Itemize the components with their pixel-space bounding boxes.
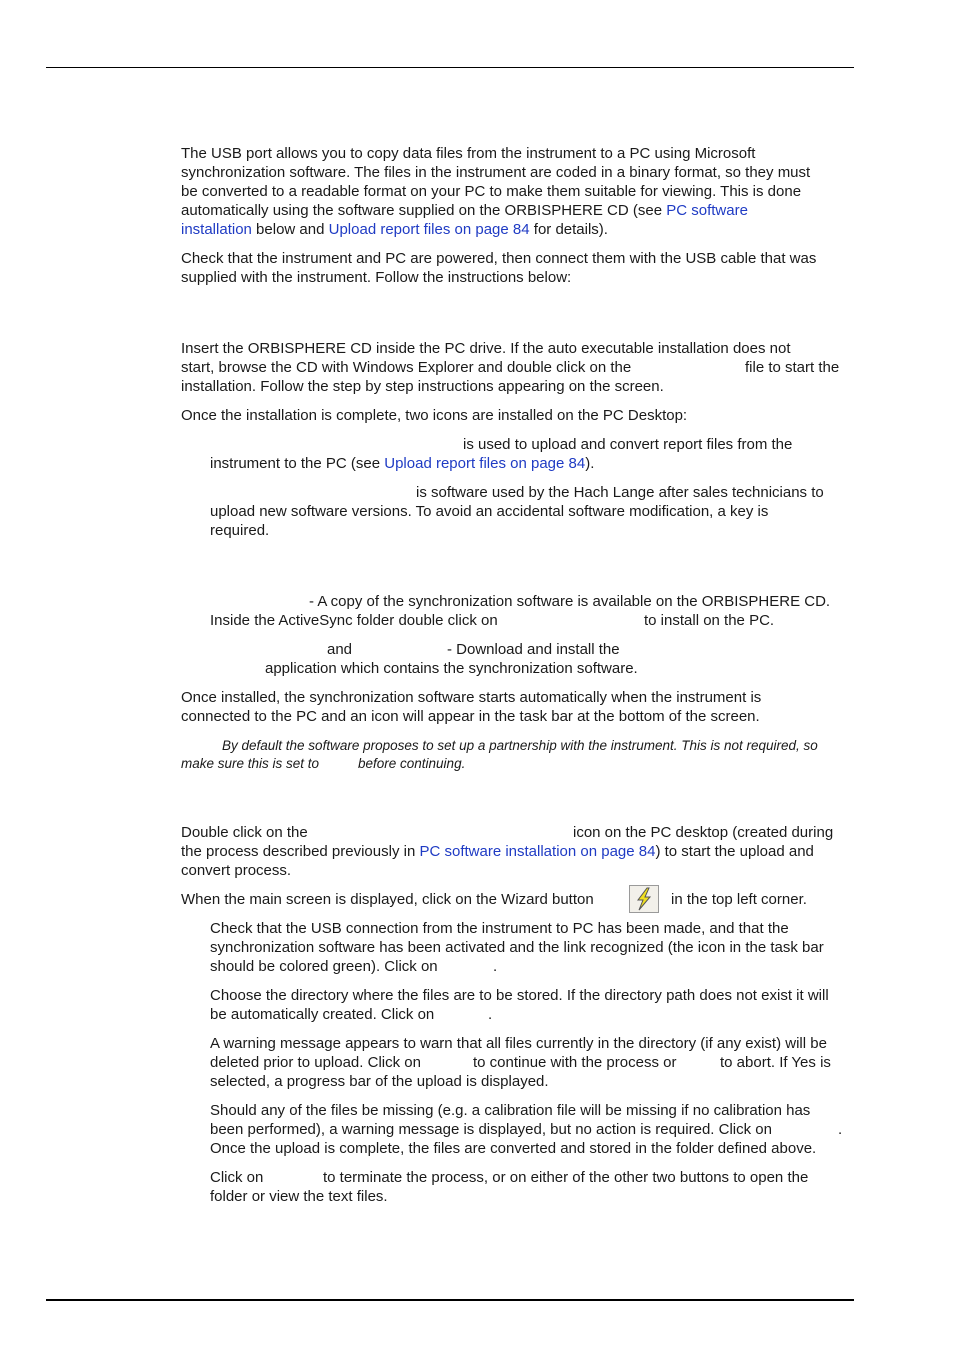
install-complete-line: Once the installation is complete, two icons are installed on the PC Desktop: <box>181 407 688 424</box>
main-screen-line: in the top left corner. <box>671 891 807 908</box>
step-line: Should any of the files be missing (e.g. a calibration file will be missing if no calibration has <box>210 1102 811 1119</box>
upload-line: icon on the PC desktop (created during <box>573 824 834 841</box>
upload-report-files-link[interactable]: Upload report files on page 84 <box>328 221 530 238</box>
sync-line: - A copy of the synchronization software is available on the ORBISPHERE CD. <box>309 593 831 610</box>
upload-line: Double click on the <box>181 824 308 841</box>
note-line: make sure this is set to <box>181 756 320 771</box>
pc-software-installation-link[interactable]: installation <box>181 221 252 238</box>
sync-installed-line: connected to the PC and an icon will appear in the task bar at the bottom of the screen. <box>181 708 760 725</box>
intro-line: be converted to a readable format on your PC to make them suitable for viewing. This is done <box>181 183 802 200</box>
step-line: synchronization software has been activated and the link recognized (the icon in the task bar <box>210 939 824 956</box>
wizard-button <box>629 885 659 913</box>
pc-software-installation-link[interactable]: PC software <box>666 202 748 219</box>
icon-item-line <box>210 454 594 473</box>
step-line: A warning message appears to warn that all files currently in the directory (if any exist) will be <box>210 1035 827 1052</box>
step-line: to abort. If Yes is <box>720 1054 831 1071</box>
note-line: By default the software proposes to set up a partnership with the instrument. This is not required, so <box>222 738 818 753</box>
install-line: Insert the ORBISPHERE CD inside the PC drive. If the auto executable installation does not <box>181 340 791 357</box>
step-line: . <box>488 1006 493 1023</box>
sync-line: to install on the PC. <box>644 612 775 629</box>
step-line: be automatically created. Click on <box>210 1006 435 1023</box>
step-line: folder or view the text files. <box>210 1188 388 1205</box>
install-line: file to start the <box>745 359 840 376</box>
intro-text: for details). <box>529 221 608 238</box>
intro-line <box>181 201 748 220</box>
note-line: before continuing. <box>358 756 466 771</box>
step-line: Click on <box>210 1169 264 1186</box>
intro-text: below and <box>251 221 329 238</box>
icon-item-text: ). <box>585 455 595 472</box>
sync-installed-line: Once installed, the synchronization software starts automatically when the instrument is <box>181 689 762 706</box>
icon-item-line: required. <box>210 522 270 539</box>
intro-line: synchronization software. The files in the instrument are coded in a binary format, so they must <box>181 164 811 181</box>
step-line: . <box>838 1121 843 1138</box>
footer-rule <box>46 1299 854 1301</box>
step-line: Once the upload is complete, the files are converted and stored in the folder defined above. <box>210 1140 817 1157</box>
upload-line <box>181 842 814 861</box>
icon-item-line: is used to upload and convert report files from the <box>463 436 793 453</box>
upload-text: ) to start the upload and <box>655 843 814 860</box>
sync-line: application which contains the synchronization software. <box>265 660 638 677</box>
lightning-bolt-icon <box>630 886 658 912</box>
step-line: to terminate the process, or on either of the other two buttons to open the <box>323 1169 809 1186</box>
sync-line: - Download and install the <box>447 641 620 658</box>
icon-item-line: upload new software versions. To avoid an accidental software modification, a key is <box>210 503 769 520</box>
step-line: . <box>493 958 498 975</box>
step-line: should be colored green). Click on <box>210 958 438 975</box>
intro-line <box>181 220 608 239</box>
header-rule <box>46 67 854 68</box>
step-line: selected, a progress bar of the upload is displayed. <box>210 1073 549 1090</box>
upload-report-files-link[interactable]: Upload report files on page 84 <box>384 455 586 472</box>
upload-line: convert process. <box>181 862 292 879</box>
install-line: start, browse the CD with Windows Explorer and double click on the <box>181 359 632 376</box>
step-line: deleted prior to upload. Click on <box>210 1054 421 1071</box>
icon-item-line: is software used by the Hach Lange after sales technicians to <box>416 484 824 501</box>
main-screen-line: When the main screen is displayed, click on the Wizard button <box>181 891 594 908</box>
step-line: Choose the directory where the files are to be stored. If the directory path does not exist it will <box>210 987 829 1004</box>
upload-text: the process described previously in <box>181 843 420 860</box>
intro-text: automatically using the software supplied on the ORBISPHERE CD (see <box>181 202 667 219</box>
step-line: Check that the USB connection from the instrument to PC has been made, and that the <box>210 920 789 937</box>
step-line: to continue with the process or <box>473 1054 677 1071</box>
check-line: Check that the instrument and PC are powered, then connect them with the USB cable that was <box>181 250 817 267</box>
install-line: installation. Follow the step by step instructions appearing on the screen. <box>181 378 664 395</box>
sync-line: Inside the ActiveSync folder double click on <box>210 612 498 629</box>
icon-item-text: instrument to the PC (see <box>210 455 385 472</box>
check-line: supplied with the instrument. Follow the instructions below: <box>181 269 572 286</box>
step-line: been performed), a warning message is displayed, but no action is required. Click on <box>210 1121 772 1138</box>
pc-software-installation-link[interactable]: PC software installation on page 84 <box>419 843 656 860</box>
sync-line: and <box>327 641 353 658</box>
intro-line: The USB port allows you to copy data files from the instrument to a PC using Microsoft <box>181 145 756 162</box>
